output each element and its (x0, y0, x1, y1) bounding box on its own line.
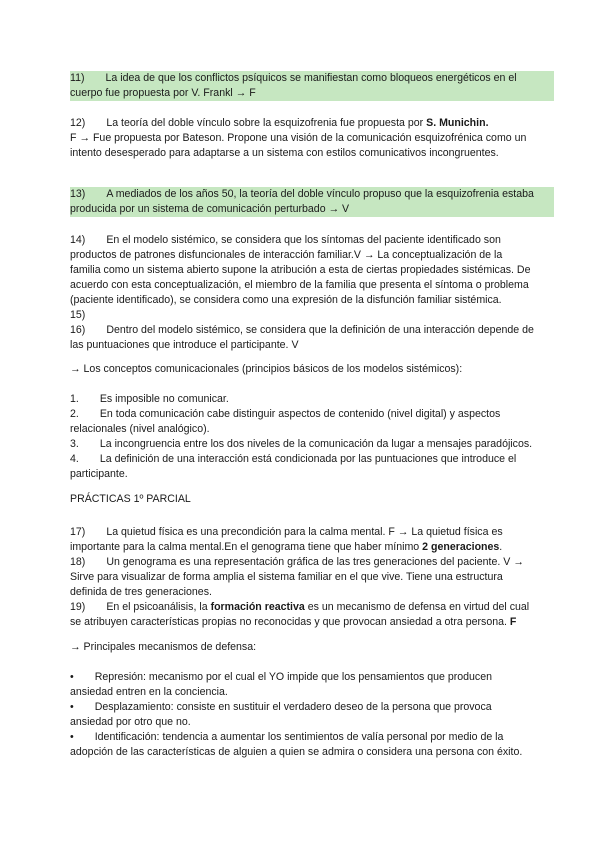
principle-text-cont: participante. (70, 468, 128, 480)
bullet-icon: • (70, 671, 74, 683)
q18-text: Un genograma es una representación gráfica de las tres generaciones del paciente. V → (106, 556, 524, 568)
principle-item (70, 452, 554, 467)
principle-number: 2. (70, 408, 79, 420)
q14-number: 14) (70, 234, 86, 246)
q19-text-end: es un mecanismo de defensa en virtud del cual (307, 601, 530, 613)
q17-bold-term: 2 generaciones (422, 541, 500, 553)
mechanism-item (70, 670, 554, 685)
q19-answer: F (509, 616, 517, 628)
q14-line-3: familia como un sistema abierto supone la atribución a esta de ciertas propiedades sistémicas. De (70, 264, 531, 276)
principle-item (70, 407, 554, 422)
q14-text: En el modelo sistémico, se considera que los síntomas del paciente identificado son (106, 234, 501, 246)
mechanism-item (70, 730, 554, 745)
question-19 (70, 600, 554, 615)
principle-text: Es imposible no comunicar. (99, 393, 229, 405)
principle-number: 3. (70, 438, 79, 450)
q17-line-2 (70, 540, 554, 555)
q11-text: La idea de que los conflictos psíquicos se manifiestan como bloqueos energéticos en el (105, 72, 517, 84)
questions-17-19 (70, 525, 554, 630)
question-13 (70, 187, 554, 217)
principle-number: 4. (70, 453, 79, 465)
principle-item (70, 437, 554, 452)
q18-line-2: Sirve para visualizar de forma amplia el sistema familiar en el que vive. Tiene una estructura (70, 571, 503, 583)
principles-section (70, 362, 554, 482)
q13-number: 13) (70, 188, 86, 200)
q11-number: 11) (70, 72, 85, 84)
q16-number: 16) (70, 324, 86, 336)
q11-line-1 (70, 71, 554, 86)
q13-text: A mediados de los años 50, la teoría del doble vínculo propuso que la esquizofrenia estaba (106, 188, 534, 200)
q17-line-2-text: importante para la calma mental.En el genograma tiene que haber mínimo (70, 541, 420, 553)
question-11 (70, 71, 554, 101)
question-15: 15) (70, 309, 86, 321)
principles-heading: → Los conceptos comunicacionales (principios básicos de los modelos sistémicos): (70, 363, 463, 375)
principle-text-cont: relacionales (nivel analógico). (70, 423, 210, 435)
mechanism-item (70, 700, 554, 715)
principle-text: En toda comunicación cabe distinguir aspectos de contenido (nivel digital) y aspectos (99, 408, 501, 420)
q19-line-2 (70, 615, 554, 630)
q12-bold-term: S. Munichin. (426, 117, 489, 129)
q18-number: 18) (70, 556, 86, 568)
q12-number: 12) (70, 117, 86, 129)
q13-line-2: producida por un sistema de comunicación perturbado → V (70, 202, 554, 217)
q11-line-2: cuerpo fue propuesta por V. Frankl → F (70, 86, 554, 101)
mechanism-text: Identificación: tendencia a aumentar los sentimientos de valía personal por medio de la (94, 731, 504, 743)
question-14 (70, 233, 554, 353)
q16-text: Dentro del modelo sistémico, se considera que la definición de una interacción depende de (106, 324, 534, 336)
bullet-icon: • (70, 731, 74, 743)
section-title-text: PRÁCTICAS 1º PARCIAL (70, 493, 191, 505)
q17-line-2-end: . (499, 541, 503, 553)
mechanism-text-cont: ansiedad entren en la conciencia. (70, 686, 228, 698)
q14-line-1 (70, 233, 554, 248)
mechanism-text: Desplazamiento: consiste en sustituir el verdadero deseo de la persona que provoca (94, 701, 492, 713)
mechanism-text: Represión: mecanismo por el cual el YO impide que los pensamientos que producen (94, 671, 493, 683)
principle-item (70, 392, 554, 407)
question-18 (70, 555, 554, 570)
q16-line-2: las puntuaciones que introduce el participante. V (70, 339, 299, 351)
mechanism-text-cont: adopción de las características de alguien a quien se admira o considera una persona con éxito. (70, 746, 523, 758)
q14-line-5: (paciente identificado), se considera como una expresión de la disfunción familiar sistémica. (70, 294, 502, 306)
q17-number: 17) (70, 526, 86, 538)
question-12 (70, 116, 554, 161)
mechanism-text-cont: ansiedad por otro que no. (70, 716, 191, 728)
q14-line-4: acuerdo con esta conceptualización, el miembro de la familia que presenta el síntoma o problema (70, 279, 529, 291)
mechanisms-heading: → Principales mecanismos de defensa: (70, 641, 257, 653)
q19-number: 19) (70, 601, 86, 613)
q12-answer-line-2: intento desesperado para adaptarse a un sistema con estilos comunicativos incongruentes. (70, 147, 499, 159)
bullet-icon: • (70, 701, 74, 713)
question-17 (70, 525, 554, 540)
question-16 (70, 323, 554, 338)
principle-text: La definición de una interacción está condicionada por las puntuaciones que introduce el (99, 453, 517, 465)
principle-number: 1. (70, 393, 79, 405)
mechanisms-section (70, 640, 554, 760)
q14-line-2: productos de patrones disfuncionales de interacción familiar.V → La conceptualización de la (70, 249, 503, 261)
q12-text: La teoría del doble vínculo sobre la esquizofrenia fue propuesta por (106, 117, 424, 129)
q19-text: En el psicoanálisis, la (106, 601, 208, 613)
q19-bold-term: formación reactiva (210, 601, 305, 613)
q12-line-1 (70, 116, 554, 131)
q17-text: La quietud física es una precondición para la calma mental. F → La quietud física es (106, 526, 503, 538)
q12-answer-line-1: F → Fue propuesta por Bateson. Propone una visión de la comunicación esquizofrénica como un (70, 132, 527, 144)
q18-line-3: definida de tres generaciones. (70, 586, 212, 598)
q19-line-2-text: se atribuyen características propias no reconocidas y que provocan ansiedad a otra persona. (70, 616, 507, 628)
q13-line-1 (70, 187, 554, 202)
section-title (70, 492, 554, 507)
principle-text: La incongruencia entre los dos niveles de la comunicación da lugar a mensajes paradójicos. (99, 438, 533, 450)
